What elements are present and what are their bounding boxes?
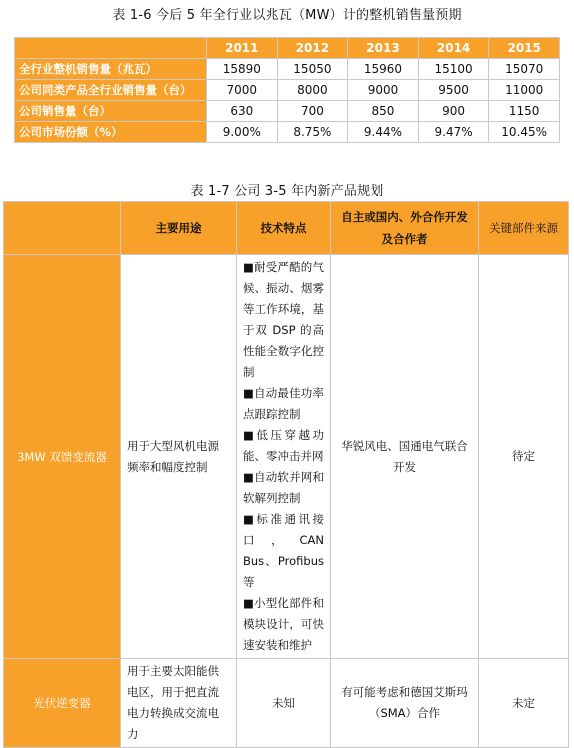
row-label: 公司销售量（台）: [15, 101, 207, 122]
table-cell: 9.47%: [418, 122, 489, 143]
feature-item: ■小型化部件和模块设计，可快速安装和维护: [243, 596, 324, 652]
table-row: [15, 101, 560, 122]
new-product-plan-table: [3, 201, 569, 748]
column-header-partner: 自主或国内、外合作开发及合作者: [331, 202, 479, 255]
corner-cell: [4, 202, 121, 255]
feature-item: ■自动软并网和软解列控制: [243, 470, 324, 505]
table-cell: 10.45%: [489, 122, 560, 143]
corner-cell: [15, 38, 207, 59]
table-row: [4, 659, 569, 748]
column-header-features: 技术特点: [237, 202, 331, 255]
year-header: 2011: [207, 38, 278, 59]
table-cell: 15100: [418, 59, 489, 80]
product-use: 用于主要太阳能供电区，用于把直流电力转换成交流电力: [121, 659, 237, 748]
table-cell: 8000: [277, 80, 348, 101]
table-cell: 15960: [348, 59, 419, 80]
product-partner: 有可能考虑和德国艾斯玛（SMA）合作: [331, 659, 479, 748]
table-cell: 9.44%: [348, 122, 419, 143]
table-cell: 9.00%: [207, 122, 278, 143]
table-cell: 15070: [489, 59, 560, 80]
table-cell: 9000: [348, 80, 419, 101]
table-row: [15, 80, 560, 101]
year-header: 2014: [418, 38, 489, 59]
row-label: 公司同类产品全行业销售量（台）: [15, 80, 207, 101]
product-source: 未定: [479, 659, 569, 748]
product-name: 光伏逆变器: [4, 659, 121, 748]
table-cell: 15890: [207, 59, 278, 80]
table-row: [4, 255, 569, 659]
feature-item: ■低压穿越功能、零冲击并网: [243, 428, 324, 463]
table-cell: 850: [348, 101, 419, 122]
product-source: 待定: [479, 255, 569, 659]
product-features: [237, 255, 331, 659]
table-cell: 900: [418, 101, 489, 122]
sales-forecast-table: [14, 37, 560, 143]
table-cell: 7000: [207, 80, 278, 101]
table-row: [15, 122, 560, 143]
product-partner: 华锐风电、国通电气联合开发: [331, 255, 479, 659]
product-use: 用于大型风机电源频率和幅度控制: [121, 255, 237, 659]
table2-caption: 表 1-7 公司 3-5 年内新产品规划: [190, 184, 384, 199]
year-header: 2013: [348, 38, 419, 59]
table-cell: 9500: [418, 80, 489, 101]
feature-item: ■标准通讯接口，CAN Bus、Profibus 等: [243, 512, 324, 589]
column-header-source: 关键部件来源: [479, 202, 569, 255]
feature-item: ■耐受严酷的气候、振动、烟雾等工作环境，基于双 DSP 的高性能全数字化控制: [243, 260, 324, 379]
row-label: 全行业整机销售量（兆瓦）: [15, 59, 207, 80]
table-header-row: [4, 202, 569, 255]
year-header: 2012: [277, 38, 348, 59]
table-cell: 11000: [489, 80, 560, 101]
product-name: 3MW 双馈变流器: [4, 255, 121, 659]
row-label: 公司市场份额（%）: [15, 122, 207, 143]
column-header-use: 主要用途: [121, 202, 237, 255]
table-cell: 15050: [277, 59, 348, 80]
table-cell: 1150: [489, 101, 560, 122]
table-row: [15, 59, 560, 80]
table-header-row: [15, 38, 560, 59]
table-cell: 700: [277, 101, 348, 122]
feature-item: ■自动最佳功率点跟踪控制: [243, 386, 324, 421]
table-cell: 630: [207, 101, 278, 122]
table1-caption: 表 1-6 今后 5 年全行业以兆瓦（MW）计的整机销售量预期: [112, 8, 462, 23]
product-features: 未知: [237, 659, 331, 748]
year-header: 2015: [489, 38, 560, 59]
table-cell: 8.75%: [277, 122, 348, 143]
